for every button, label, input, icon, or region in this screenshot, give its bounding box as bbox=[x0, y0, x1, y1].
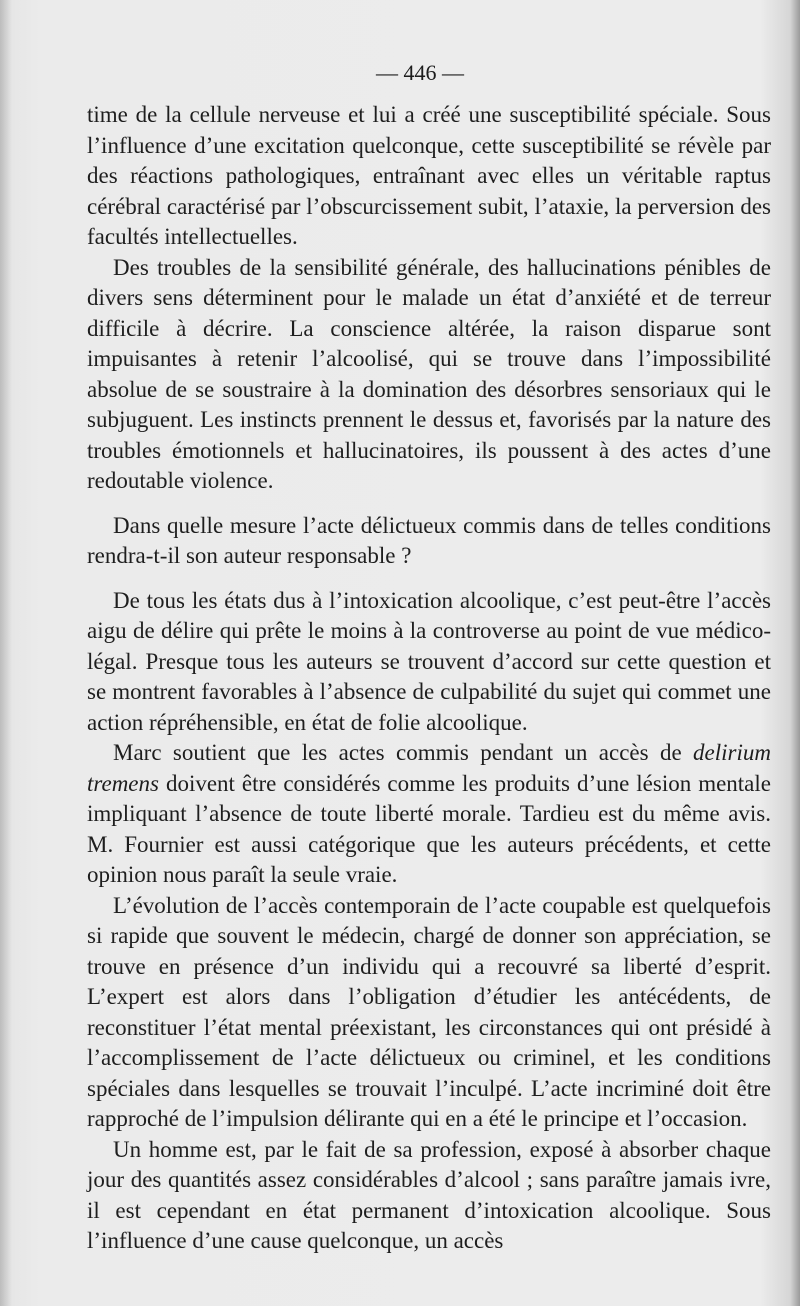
paragraph-2: Des troubles de la sensibilité générale, des hallucinations pénibles de divers sens déterminent pour le malade un état d’anxiété et de terreur difficile à décrire. La conscience altérée, la raison disparue sont impuisantes à retenir l’alcoolisé, qui se trouve dans l’impossibilité absolue de se soustraire à la domination des désorbres sensoriaux qui le subjuguent. Les instincts prennent le dessus et, favorisés par la nature des troubles émotionnels et hallucinatoires, ils poussent à des actes d’une redoutable violence. bbox=[87, 254, 771, 493]
paragraph-5-start: Marc soutient que les actes commis pendant un accès de bbox=[113, 740, 694, 765]
paragraph-3: Dans quelle mesure l’acte délictueux commis dans de telles conditions rendra-t-il son auteur responsable ? bbox=[87, 512, 771, 568]
paragraph-7: Un homme est, par le fait de sa profession, exposé à absorber chaque jour des quantités assez considérables d’alcool ; sans paraître jamais ivre, il est cependant en état permanent d’intoxication alcoolique. Sous l’influence d’une cause quelconque, un accès bbox=[87, 1136, 771, 1253]
latin-term: delirium tremens bbox=[87, 740, 771, 796]
paragraph-4: De tous les états dus à l’intoxication alcoolique, c’est peut-être l’accès aigu de délire qui prête le moins à la controverse au point de vue médico-légal. Presque tous les auteurs se trouvent d’accord sur cette question et se montrent favorables à l’absence de culpabilité du sujet qui commet une action répréhensible, en état de folie alcoolique. bbox=[87, 587, 771, 735]
body-text bbox=[87, 100, 771, 1257]
paragraph-5 bbox=[87, 738, 771, 891]
paragraph-6: L’évolution de l’accès contemporain de l’acte coupable est quelquefois si rapide que souvent le médecin, chargé de donner son appréciation, se trouve en présence d’un individu qui a recouvré sa liberté d’esprit. L’expert est alors dans l’obligation d’étudier les antécédents, de reconstituer l’état mental préexistant, les circonstances qui ont présidé à l’accomplissement de l’acte délictueux ou criminel, et les conditions spéciales dans lesquelles se trouvait l’inculpé. L’acte incriminé doit être rapproché de l’impulsion délirante qui en a été le principe et l’occasion. bbox=[87, 892, 771, 1131]
page-number: — 446 — bbox=[376, 60, 464, 85]
paragraph-1: time de la cellule nerveuse et lui a créé une susceptibilité spéciale. Sous l’influence d’une excitation quelconque, cette susceptibilité se révèle par des réactions pathologiques, entraînant avec elles un véritable raptus cérébral caractérisé par l’obscurcissement subit, l’ataxie, la perversion des facultés intellectuelles. bbox=[87, 102, 771, 249]
paragraph-5-end: doivent être considérés comme les produits d’une lésion mentale impliquant l’absence de toute liberté morale. Tardieu est du même avis. M. Fournier est aussi catégorique que les auteurs précédents, et cette opinion nous paraît la seule vraie. bbox=[87, 770, 771, 887]
